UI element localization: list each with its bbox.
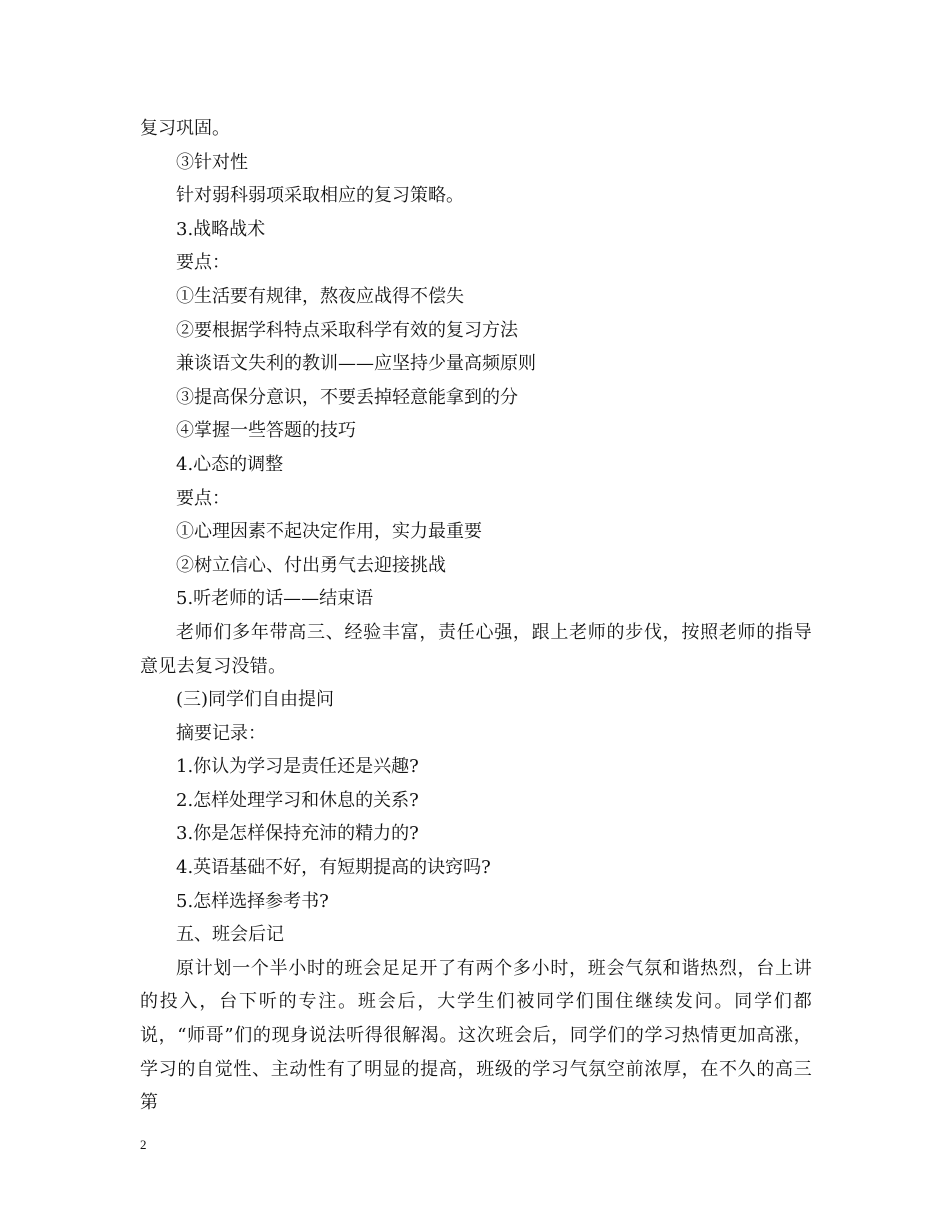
list-item: ③提高保分意识，不要丢掉轻意能拿到的分 <box>176 386 518 408</box>
section-heading: 3.战略战术 <box>176 218 266 240</box>
question-item: 4.英语基础不好，有短期提高的诀窍吗? <box>176 857 491 879</box>
list-item: ②要根据学科特点采取科学有效的复习方法 <box>176 319 518 341</box>
page-number: 2 <box>140 1137 147 1152</box>
section-heading: 五、班会后记 <box>176 924 284 946</box>
text-line: 针对弱科弱项采取相应的复习策略。 <box>176 185 464 207</box>
list-item: ①心理因素不起决定作用，实力最重要 <box>176 521 482 543</box>
document-body <box>140 112 812 1120</box>
section-heading: 4.心态的调整 <box>176 453 284 475</box>
text-line: 要点： <box>176 252 230 274</box>
text-line: ③针对性 <box>176 151 248 173</box>
paragraph: 原计划一个半小时的班会足足开了有两个多小时，班会气氛和谐热烈，台上讲的投入，台下听的专注。班会后，大学生们被同学们围住继续发问。同学们都说，“师哥”们的现身说法听得很解渴。这次班会后，同学们的学习热情更加高涨，学习的自觉性、主动性有了明显的提高，班级的学习气氛空前浓厚，在不久的高三第 <box>140 957 812 1114</box>
paragraph: 老师们多年带高三、经验丰富，责任心强，跟上老师的步伐，按照老师的指导意见去复习没错。 <box>140 621 812 677</box>
list-item: ④掌握一些答题的技巧 <box>176 420 356 442</box>
text-line: 要点： <box>176 487 230 509</box>
list-item: ①生活要有规律，熬夜应战得不偿失 <box>176 285 464 307</box>
question-item: 5.怎样选择参考书? <box>176 890 329 912</box>
question-item: 3.你是怎样保持充沛的精力的? <box>176 823 419 845</box>
list-item: ②树立信心、付出勇气去迎接挑战 <box>176 554 446 576</box>
section-heading: 5.听老师的话——结束语 <box>176 588 374 610</box>
question-item: 1.你认为学习是责任还是兴趣? <box>176 756 419 778</box>
question-item: 2.怎样处理学习和休息的关系? <box>176 789 419 811</box>
text-line: 复习巩固。 <box>140 118 230 139</box>
text-line: 摘要记录： <box>176 722 266 744</box>
section-heading: (三)同学们自由提问 <box>176 689 335 711</box>
text-line: 兼谈语文失利的教训——应坚持少量高频原则 <box>176 353 536 375</box>
